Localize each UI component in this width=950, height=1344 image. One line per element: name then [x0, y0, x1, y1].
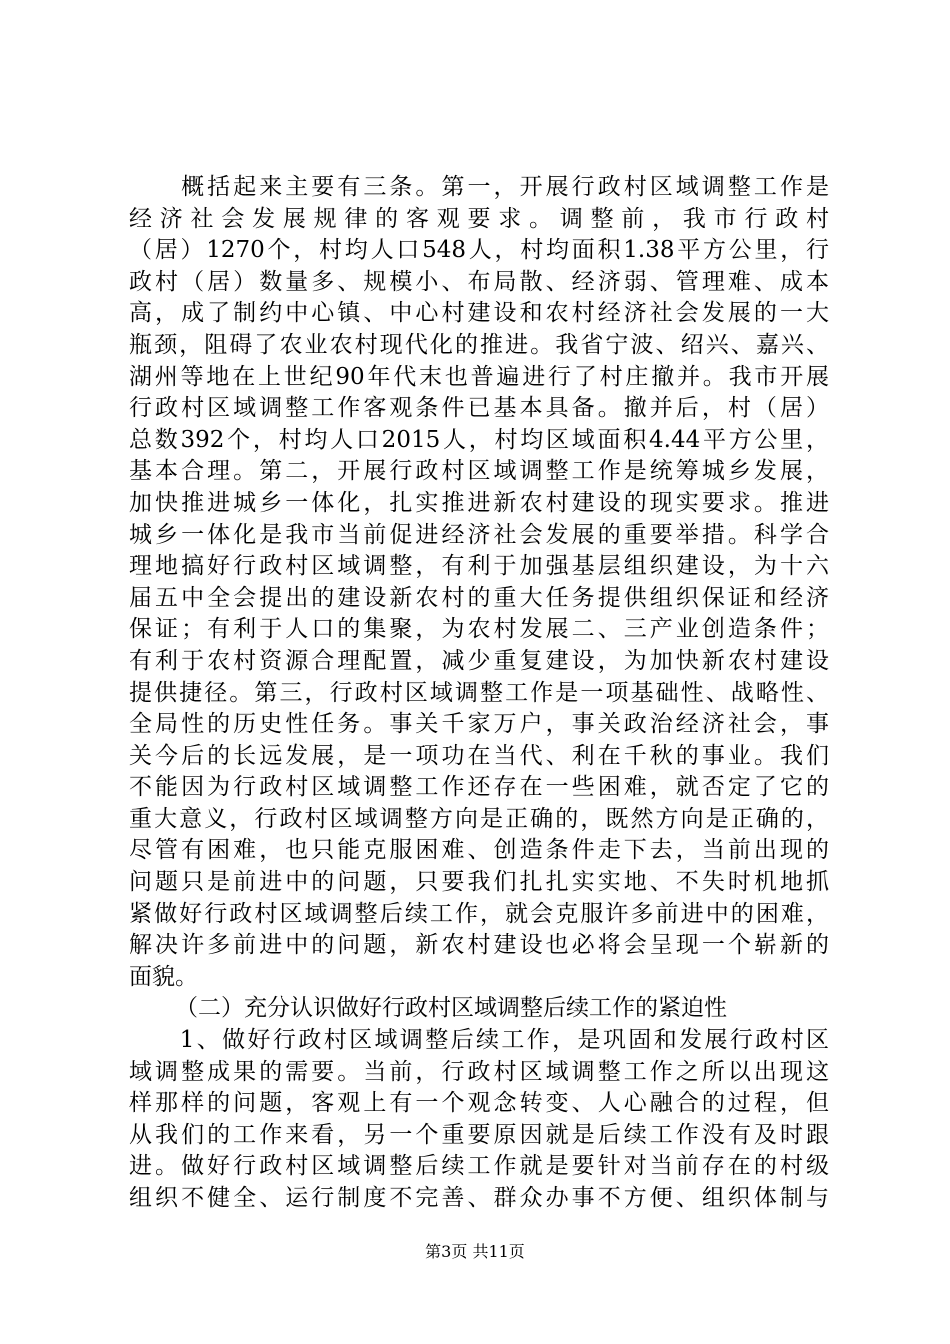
paragraph-line: 湖州等地在上世纪90年代末也普遍进行了村庄撤并。我市开展: [129, 363, 829, 390]
paragraph-line: 城乡一体化是我市当前促进经济社会发展的重要举措。科学合: [129, 521, 829, 548]
paragraph-line: 问题只是前进中的问题，只要我们扎扎实实地、不失时机地抓: [129, 869, 829, 896]
paragraph-line: 从我们的工作来看，另一个重要原因就是后续工作没有及时跟: [129, 1121, 829, 1148]
paragraph-line: 届五中全会提出的建设新农村的重大任务提供组织保证和经济: [129, 584, 829, 611]
paragraph-line: （居）1270个，村均人口548人，村均面积1.38平方公里，行: [129, 237, 829, 264]
paragraph-line: 解决许多前进中的问题，新农村建设也必将会呈现一个崭新的: [129, 932, 829, 959]
paragraph-line: 紧做好行政村区域调整后续工作，就会克服许多前进中的困难，: [129, 900, 829, 927]
paragraph-line: 尽管有困难，也只能克服困难、创造条件走下去，当前出现的: [129, 837, 829, 864]
paragraph-line: 关今后的长远发展，是一项功在当代、利在千秋的事业。我们: [129, 742, 829, 769]
paragraph-line: 政村（居）数量多、规模小、布局散、经济弱、管理难、成本: [129, 268, 829, 295]
paragraph-line: 面貌。: [129, 963, 198, 990]
paragraph-line: 保证；有利于人口的集聚，为农村发展二、三产业创造条件；: [129, 616, 829, 643]
paragraph-line: 提供捷径。第三，行政村区域调整工作是一项基础性、战略性、: [129, 679, 829, 706]
paragraph-line: 理地搞好行政村区域调整，有利于加强基层组织建设，为十六: [129, 553, 829, 580]
paragraph-line: 进。做好行政村区域调整后续工作就是要针对当前存在的村级: [129, 1153, 829, 1180]
paragraph-line: 经济社会发展规律的客观要求。调整前，我市行政村: [129, 205, 829, 232]
paragraph-line: 有利于农村资源合理配置，减少重复建设，为加快新农村建设: [129, 647, 829, 674]
paragraph-line: 样那样的问题，客观上有一个观念转变、人心融合的过程，但: [129, 1090, 829, 1117]
page-number-footer: 第3页 共11页: [425, 1242, 525, 1261]
paragraph-line: 基本合理。第二，开展行政村区域调整工作是统筹城乡发展，: [129, 458, 829, 485]
paragraph-line: 高，成了制约中心镇、中心村建设和农村经济社会发展的一大: [129, 300, 829, 327]
body-text: [129, 172, 829, 1215]
paragraph-line: 组织不健全、运行制度不完善、群众办事不方便、组织体制与: [129, 1185, 829, 1211]
paragraph-line: 行政村区域调整工作客观条件已基本具备。撤并后，村（居）: [129, 395, 829, 422]
paragraph-line: 概括起来主要有三条。第一，开展行政村区域调整工作是: [129, 174, 829, 200]
section-heading: （二）充分认识做好行政村区域调整后续工作的紧迫性: [175, 995, 727, 1022]
paragraph-line: 1、做好行政村区域调整后续工作，是巩固和发展行政村区: [129, 1027, 829, 1054]
paragraph-line: 全局性的历史性任务。事关千家万户，事关政治经济社会，事: [129, 711, 829, 738]
paragraph-line: 重大意义，行政村区域调整方向是正确的，既然方向是正确的，: [129, 805, 829, 832]
paragraph-line: 加快推进城乡一体化，扎实推进新农村建设的现实要求。推进: [129, 489, 829, 516]
paragraph-line: 瓶颈，阻碍了农业农村现代化的推进。我省宁波、绍兴、嘉兴、: [129, 331, 829, 358]
paragraph-line: 不能因为行政村区域调整工作还存在一些困难，就否定了它的: [129, 774, 829, 801]
paragraph-line: 域调整成果的需要。当前，行政村区域调整工作之所以出现这: [129, 1058, 829, 1085]
paragraph-line: 总数392个，村均人口2015人，村均区域面积4.44平方公里，: [129, 426, 829, 453]
